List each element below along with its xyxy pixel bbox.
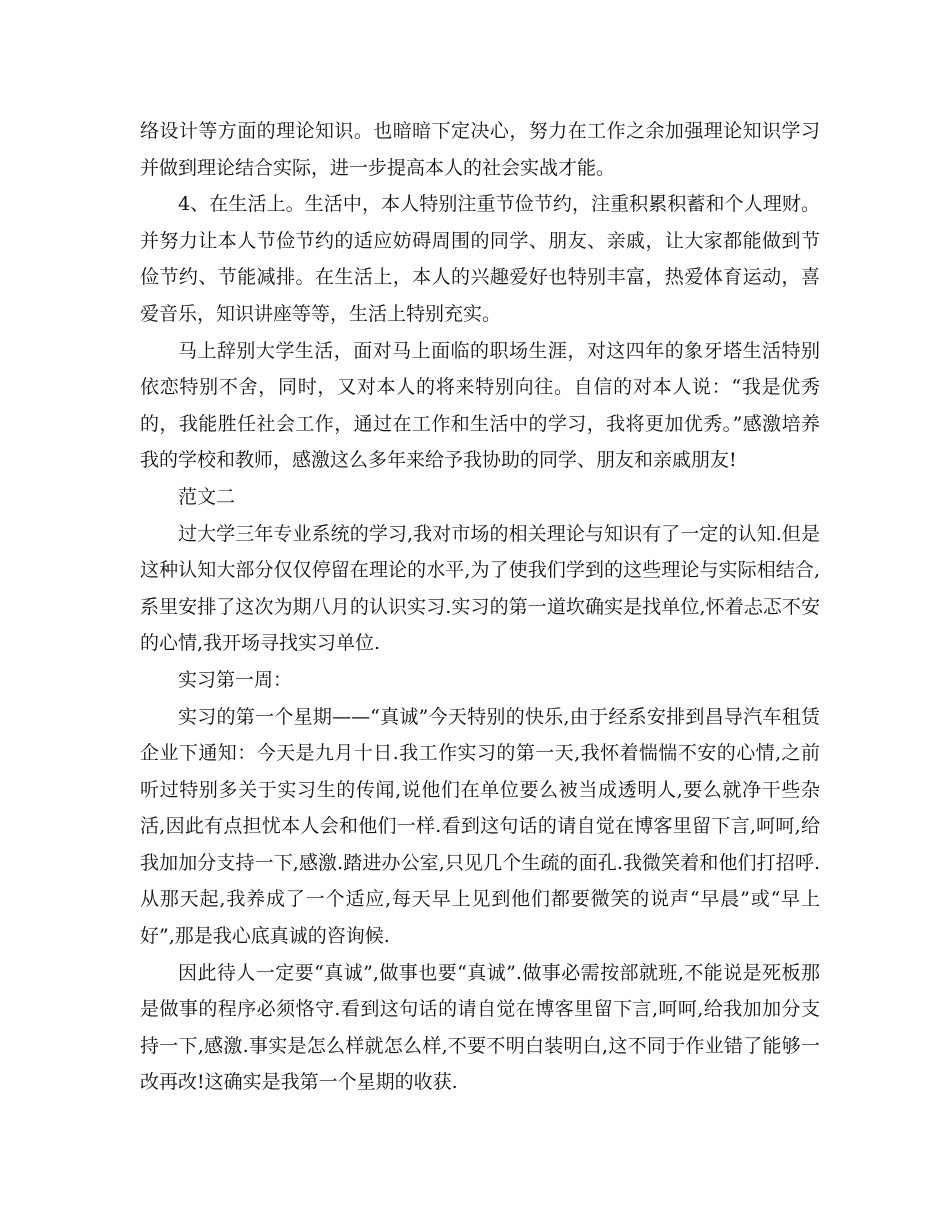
subheading-week-one: 实习第一周： (178, 668, 293, 691)
paragraph-8: 因此待人一定要“真诚”,做事也要“真诚”.做事必需按部就班,不能说是死板那是做事的程序必须恪守.看到这句话的请自觉在博客里留下言,呵呵,给我加加分支持一下,感激.事实是怎么样就怎么样,不要不明白装明白,这不同于作业错了能够一改再改!这确实是我第一个星期的收获. (140, 961, 820, 1094)
section-heading-fanwen-er: 范文二 (178, 485, 236, 508)
paragraph-3: 马上辞别大学生活，面对马上面临的职场生涯，对这四年的象牙塔生活特别依恋特别不舍，同时，又对本人的将来特别向往。自信的对本人说：“我是优秀的，我能胜任社会工作，通过在工作和生活中的学习，我将更加优秀。”感激培养我的学校和教师，感激这么多年来给予我协助的同学、朋友和亲戚朋友! (140, 339, 820, 472)
paragraph-2: 4、在生活上。生活中，本人特别注重节俭节约，注重积累积蓄和个人理财。并努力让本人节俭节约的适应妨碍周围的同学、朋友、亲戚，让大家都能做到节俭节约、节能减排。在生活上，本人的兴趣爱好也特别丰富，热爱体育运动，喜爱音乐，知识讲座等等，生活上特别充实。 (140, 193, 820, 325)
paragraph-7: 实习的第一个星期——“真诚”今天特别的快乐,由于经系安排到昌导汽车租赁企业下通知：今天是九月十日.我工作实习的第一天,我怀着惴惴不安的心情,之前听过特别多关于实习生的传闻,说他们在单位要么被当成透明人,要么就净干些杂活,因此有点担忧本人会和他们一样.看到这句话的请自觉在博客里留下言,呵呵,给我加加分支持一下,感激.踏进办公室,只见几个生疏的面孔.我微笑着和他们打招呼.从那天起,我养成了一个适应,每天早上见到他们都要微笑的说声“早晨”或“早上好”,那是我心底真诚的咨询候. (140, 705, 820, 948)
paragraph-5: 过大学三年专业系统的学习,我对市场的相关理论与知识有了一定的认知.但是这种认知大部分仅仅停留在理论的水平,为了使我们学到的这些理论与实际相结合,系里安排了这次为期八月的认识实习.实习的第一道坎确实是找单位,怀着忐忑不安的心情,我开场寻找实习单位. (140, 522, 820, 655)
paragraph-1: 络设计等方面的理论知识。也暗暗下定决心，努力在工作之余加强理论知识学习并做到理论结合实际，进一步提高本人的社会实战才能。 (140, 120, 820, 179)
document-body (140, 113, 820, 1101)
